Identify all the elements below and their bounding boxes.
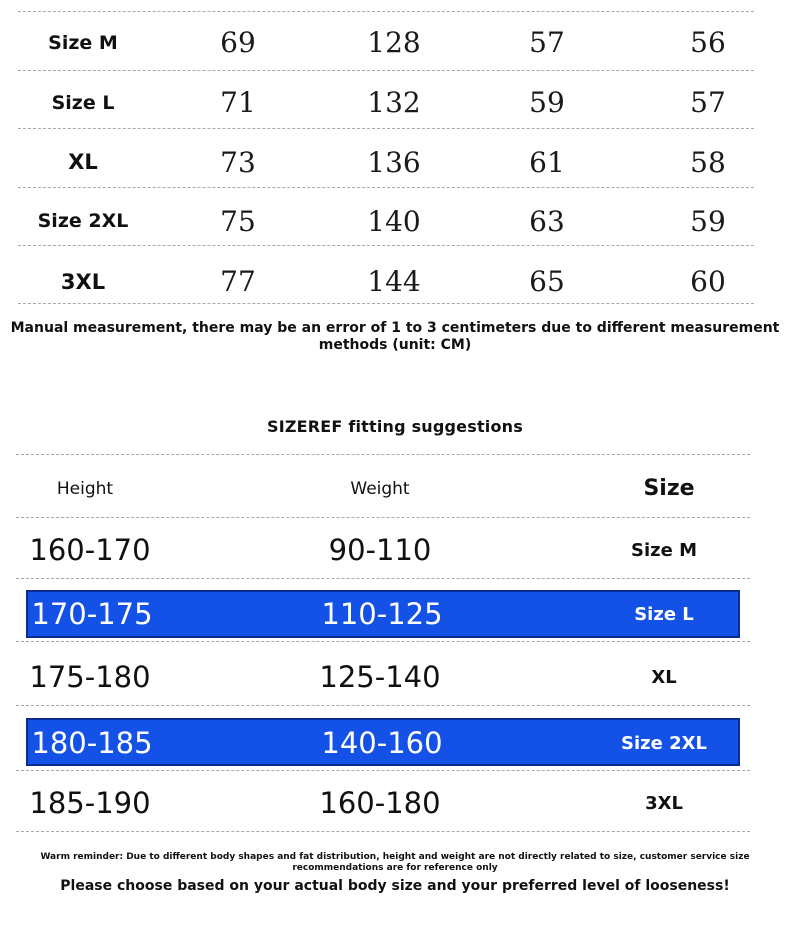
row-divider (18, 187, 754, 188)
fit-weight: 140-160 (321, 726, 443, 760)
row-divider (16, 705, 750, 706)
row-divider (16, 770, 750, 771)
row-divider (16, 641, 750, 642)
size-label: Size L (51, 92, 115, 114)
fit-height: 170-175 (31, 597, 153, 631)
row-divider (18, 245, 754, 246)
size-label: XL (68, 150, 98, 174)
measurement-value: 56 (690, 26, 726, 59)
measurement-value: 57 (690, 86, 726, 119)
measurement-value: 144 (367, 265, 421, 298)
row-divider (18, 70, 754, 71)
row-divider (16, 517, 750, 518)
measurement-value: 59 (529, 86, 565, 119)
measurement-value: 77 (220, 265, 256, 298)
measurement-value: 136 (367, 146, 421, 179)
fit-size: Size L (634, 604, 694, 625)
measurement-value: 73 (220, 146, 256, 179)
row-divider (16, 831, 750, 832)
measurement-value: 71 (220, 86, 256, 119)
size-label: Size 2XL (37, 210, 129, 232)
fit-height: 175-180 (29, 660, 151, 694)
fit-height: 185-190 (29, 786, 151, 820)
fit-size: Size M (631, 540, 697, 561)
measurement-value: 140 (367, 205, 421, 238)
fit-weight: 110-125 (321, 597, 443, 631)
row-divider (16, 454, 750, 455)
choose-instruction: Please choose based on your actual body size and your preferred level of looseness! (60, 878, 730, 894)
row-divider (18, 11, 754, 12)
header-size: Size (643, 476, 695, 501)
fit-weight: 125-140 (319, 660, 441, 694)
row-divider (18, 128, 754, 129)
measurement-value: 60 (690, 265, 726, 298)
fitting-title: SIZEREF fitting suggestions (266, 417, 524, 436)
size-label: Size M (48, 32, 118, 54)
measurement-value: 65 (529, 265, 565, 298)
fit-height: 180-185 (31, 726, 153, 760)
measurement-value: 63 (529, 205, 565, 238)
row-divider (16, 578, 750, 579)
fit-size: XL (651, 667, 677, 688)
measurement-value: 132 (367, 86, 421, 119)
highlight-row (26, 718, 740, 766)
fit-weight: 90-110 (328, 533, 432, 567)
fit-height: 160-170 (29, 533, 151, 567)
measurement-value: 128 (367, 26, 421, 59)
row-divider (18, 303, 754, 304)
header-height: Height (56, 479, 114, 499)
measurement-value: 69 (220, 26, 256, 59)
measurement-value: 57 (529, 26, 565, 59)
header-weight: Weight (350, 479, 410, 499)
measurement-value: 58 (690, 146, 726, 179)
measurement-value: 75 (220, 205, 256, 238)
measurement-note: Manual measurement, there may be an error of 1 to 3 centimeters due to different measurement methods (unit: CM) (10, 320, 780, 353)
fit-size: Size 2XL (621, 733, 707, 754)
fit-size: 3XL (645, 793, 683, 814)
size-label: 3XL (60, 270, 106, 294)
warm-reminder: Warm reminder: Due to different body shapes and fat distribution, height and weight are not directly related to size, customer service size recommendations are for reference only (40, 852, 750, 873)
fit-weight: 160-180 (319, 786, 441, 820)
measurement-value: 59 (690, 205, 726, 238)
measurement-value: 61 (529, 146, 565, 179)
highlight-row (26, 590, 740, 638)
